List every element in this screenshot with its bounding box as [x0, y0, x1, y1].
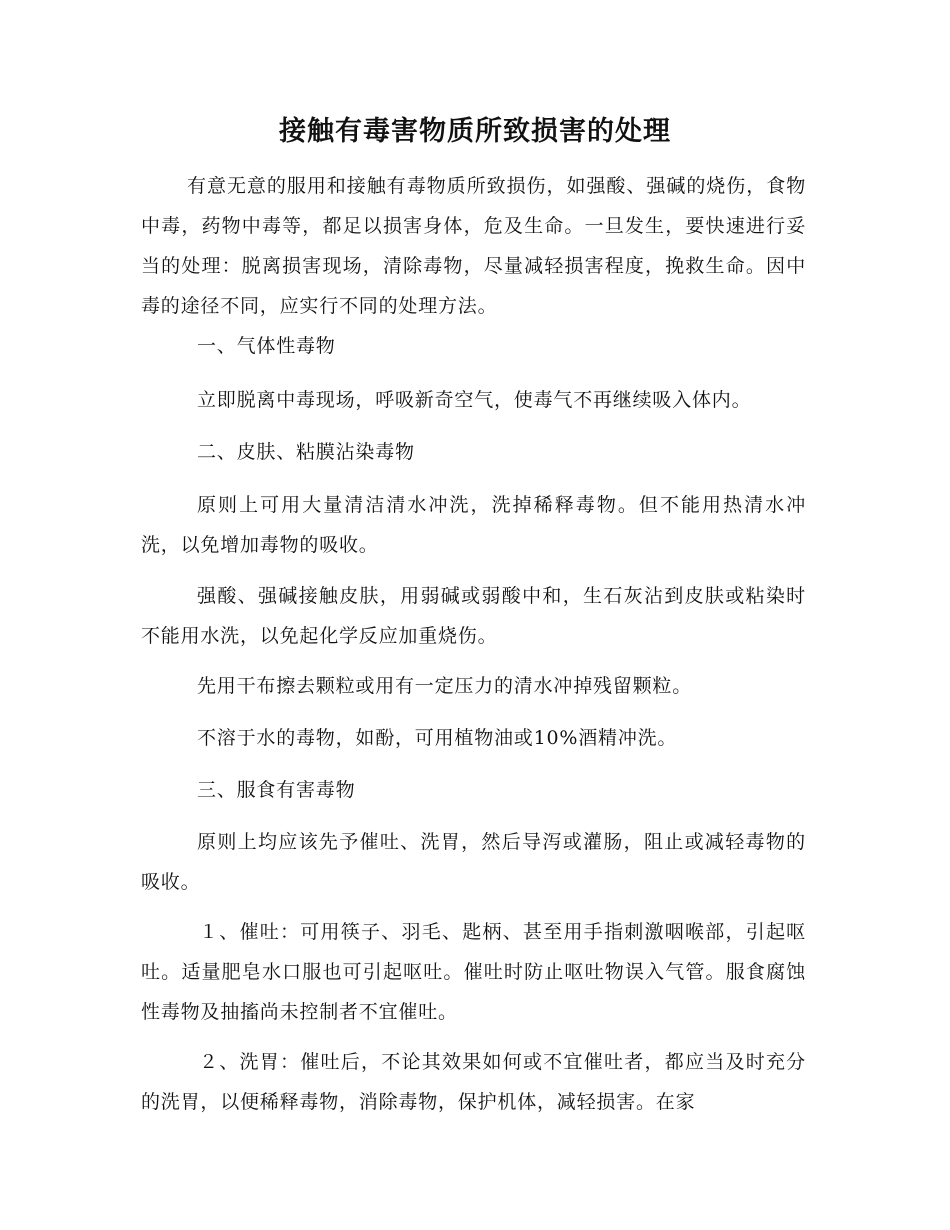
section-heading-ingested: 三、服食有害毒物 — [197, 779, 356, 801]
intro-paragraph: 有意无意的服用和接触有毒物质所致损伤，如强酸、强碱的烧伤，食物中毒，药物中毒等，都足以损害身体，危及生命。一旦发生，要快速进行妥当的处理：脱离损害现场，清除毒物，尽量减轻损害程度，挽救生命。因中毒的途径不同，应实行不同的处理方法。 — [141, 175, 806, 317]
paragraph-particles: 先用干布擦去颗粒或用有一定压力的清水冲掉残留颗粒。 — [197, 675, 693, 697]
paragraph-gastric-lavage: ２、洗胃：催吐后，不论其效果如何或不宜催吐者，都应当及时充分的洗胃，以便稀释毒物，消除毒物，保护机体，减轻损害。在家 — [141, 1051, 806, 1113]
section-heading-skin: 二、皮肤、粘膜沾染毒物 — [197, 441, 415, 463]
document-title: 接触有毒害物质所致损害的处理 — [279, 116, 671, 147]
paragraph-acid-base: 强酸、强碱接触皮肤，用弱碱或弱酸中和，生石灰沾到皮肤或粘染时不能用水洗，以免起化学反应加重烧伤。 — [141, 585, 806, 647]
paragraph-emesis: １、催吐：可用筷子、羽毛、匙柄、甚至用手指刺激咽喉部，引起呕吐。适量肥皂水口服也可引起呕吐。催吐时防止呕吐物误入气管。服食腐蚀性毒物及抽搐尚未控制者不宜催吐。 — [141, 921, 806, 1023]
section-heading-gas: 一、气体性毒物 — [197, 335, 336, 357]
paragraph-ingested-principle: 原则上均应该先予催吐、洗胃，然后导泻或灌肠，阻止或减轻毒物的吸收。 — [141, 831, 806, 893]
paragraph-skin-rinse: 原则上可用大量清洁清水冲洗，洗掉稀释毒物。但不能用热清水冲洗，以免增加毒物的吸收。 — [141, 494, 806, 556]
paragraph-insoluble: 不溶于水的毒物，如酚，可用植物油或10%酒精冲洗。 — [197, 727, 678, 749]
paragraph-gas-action: 立即脱离中毒现场，呼吸新奇空气，使毒气不再继续吸入体内。 — [197, 389, 752, 411]
